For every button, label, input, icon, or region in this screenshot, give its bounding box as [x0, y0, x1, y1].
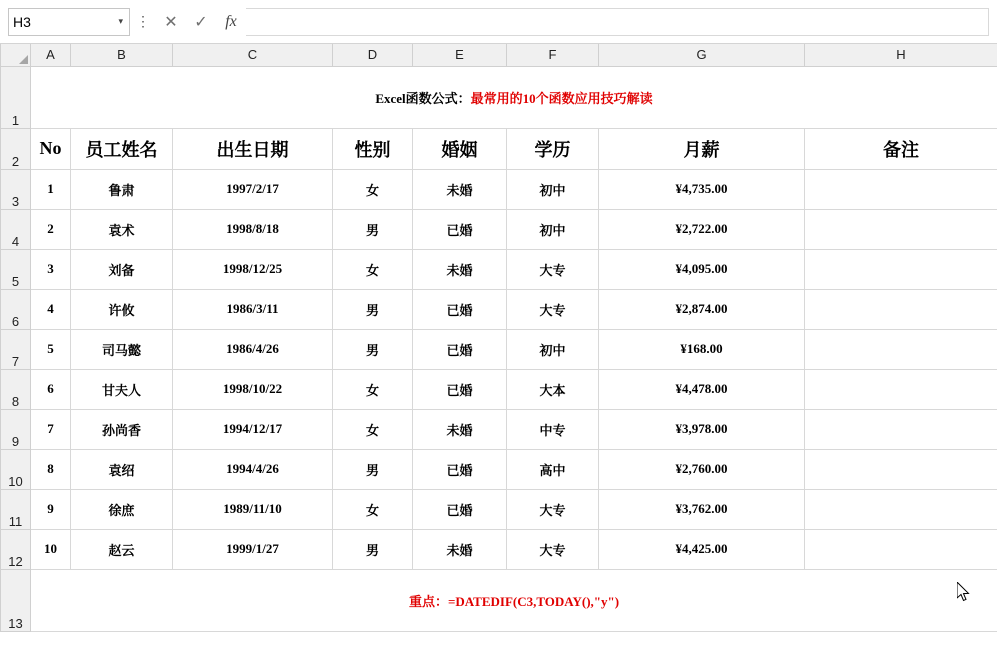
cell-marital[interactable]: 已婚 — [413, 449, 507, 489]
cell-education[interactable]: 中专 — [507, 409, 599, 449]
select-all-triangle-icon — [19, 55, 28, 64]
row-header-8[interactable]: 8 — [1, 369, 31, 409]
column-header-h[interactable]: H — [805, 44, 997, 66]
table-row — [1, 449, 997, 489]
cell-education[interactable]: 初中 — [507, 329, 599, 369]
cell-birthdate[interactable]: 1986/4/26 — [173, 329, 333, 369]
table-row — [1, 66, 997, 128]
cell-name[interactable]: 刘备 — [71, 249, 173, 289]
cell-remark[interactable] — [805, 369, 997, 409]
row-header-11[interactable]: 11 — [1, 489, 31, 529]
cell-birthdate[interactable]: 1999/1/27 — [173, 529, 333, 569]
column-header-a[interactable]: A — [31, 44, 71, 66]
cell-remark[interactable] — [805, 329, 997, 369]
more-options-icon[interactable]: ⋮ — [136, 13, 150, 29]
name-box[interactable] — [8, 8, 130, 36]
cell-gender[interactable]: 男 — [333, 329, 413, 369]
cell-birthdate[interactable]: 1998/10/22 — [173, 369, 333, 409]
confirm-formula-icon[interactable]: ✓ — [194, 13, 208, 31]
cell-education[interactable]: 大专 — [507, 529, 599, 569]
cell-remark[interactable] — [805, 249, 997, 289]
cell-no[interactable]: 1 — [31, 169, 71, 209]
cell-salary[interactable]: ¥4,478.00 — [599, 369, 805, 409]
cell-salary[interactable]: ¥2,722.00 — [599, 209, 805, 249]
cell-salary[interactable]: ¥4,095.00 — [599, 249, 805, 289]
cell-gender[interactable]: 女 — [333, 249, 413, 289]
formula-input[interactable] — [246, 8, 989, 36]
cell-remark[interactable] — [805, 529, 997, 569]
cell-gender[interactable]: 女 — [333, 169, 413, 209]
cell-gender[interactable]: 男 — [333, 449, 413, 489]
row-header-5[interactable]: 5 — [1, 249, 31, 289]
spreadsheet-grid[interactable] — [0, 44, 997, 652]
name-box-value: H3 — [13, 13, 31, 30]
cell-marital[interactable]: 已婚 — [413, 329, 507, 369]
cell-birthdate[interactable]: 1997/2/17 — [173, 169, 333, 209]
table-row — [1, 369, 997, 409]
cell-no[interactable]: 9 — [31, 489, 71, 529]
column-header-c[interactable]: C — [173, 44, 333, 66]
table-row — [1, 209, 997, 249]
title-banner-highlight: 最常用的10个函数应用技巧解读 — [470, 90, 653, 106]
column-header-f[interactable]: F — [507, 44, 599, 66]
cell-birthdate[interactable]: 1998/8/18 — [173, 209, 333, 249]
cell-education[interactable]: 大本 — [507, 369, 599, 409]
column-header-d[interactable]: D — [333, 44, 413, 66]
header-education[interactable]: 学历 — [507, 128, 599, 169]
cell-no[interactable]: 4 — [31, 289, 71, 329]
table-row — [1, 169, 997, 209]
cell-name[interactable]: 甘夫人 — [71, 369, 173, 409]
cell-education[interactable]: 高中 — [507, 449, 599, 489]
row-header-10[interactable]: 10 — [1, 449, 31, 489]
cell-name[interactable]: 司马懿 — [71, 329, 173, 369]
cell-gender[interactable]: 男 — [333, 529, 413, 569]
cell-remark[interactable] — [805, 209, 997, 249]
cell-birthdate[interactable]: 1998/12/25 — [173, 249, 333, 289]
row-header-1[interactable]: 1 — [1, 66, 31, 128]
table-row — [1, 249, 997, 289]
table-row — [1, 128, 997, 169]
cell-remark[interactable] — [805, 409, 997, 449]
cell-marital[interactable]: 已婚 — [413, 289, 507, 329]
cell-education[interactable]: 初中 — [507, 169, 599, 209]
row-header-2[interactable]: 2 — [1, 128, 31, 169]
row-header-6[interactable]: 6 — [1, 289, 31, 329]
title-banner — [31, 66, 997, 128]
cell-birthdate[interactable]: 1994/4/26 — [173, 449, 333, 489]
cell-name[interactable]: 袁术 — [71, 209, 173, 249]
cell-no[interactable]: 2 — [31, 209, 71, 249]
column-header-e[interactable]: E — [413, 44, 507, 66]
column-header-b[interactable]: B — [71, 44, 173, 66]
cell-name[interactable]: 许攸 — [71, 289, 173, 329]
cell-salary[interactable]: ¥168.00 — [599, 329, 805, 369]
cell-no[interactable]: 7 — [31, 409, 71, 449]
header-marital[interactable]: 婚姻 — [413, 128, 507, 169]
select-all-corner[interactable] — [1, 44, 31, 66]
cell-salary[interactable]: ¥4,735.00 — [599, 169, 805, 209]
cell-remark[interactable] — [805, 449, 997, 489]
cell-gender[interactable]: 男 — [333, 209, 413, 249]
row-header-7[interactable]: 7 — [1, 329, 31, 369]
cell-marital[interactable]: 已婚 — [413, 369, 507, 409]
header-no[interactable]: No — [31, 128, 71, 169]
row-header-4[interactable]: 4 — [1, 209, 31, 249]
cell-no[interactable]: 5 — [31, 329, 71, 369]
row-header-12[interactable]: 12 — [1, 529, 31, 569]
table-row — [1, 529, 997, 569]
cell-birthdate[interactable]: 1994/12/17 — [173, 409, 333, 449]
header-gender[interactable]: 性别 — [333, 128, 413, 169]
cell-gender[interactable]: 女 — [333, 409, 413, 449]
header-birthdate[interactable]: 出生日期 — [173, 128, 333, 169]
table-row — [1, 409, 997, 449]
cell-birthdate[interactable]: 1986/3/11 — [173, 289, 333, 329]
table-row — [1, 569, 997, 631]
cell-gender[interactable]: 女 — [333, 489, 413, 529]
footer-banner — [31, 569, 997, 631]
cell-salary[interactable]: ¥3,762.00 — [599, 489, 805, 529]
cell-marital[interactable]: 未婚 — [413, 409, 507, 449]
cell-name[interactable]: 孙尚香 — [71, 409, 173, 449]
cell-salary[interactable]: ¥2,760.00 — [599, 449, 805, 489]
row-header-13[interactable]: 13 — [1, 569, 31, 631]
chevron-down-icon[interactable]: ▾ — [118, 16, 123, 26]
header-name[interactable]: 员工姓名 — [71, 128, 173, 169]
cell-education[interactable]: 大专 — [507, 249, 599, 289]
row-header-3[interactable]: 3 — [1, 169, 31, 209]
cell-name[interactable]: 袁绍 — [71, 449, 173, 489]
cell-birthdate[interactable]: 1989/11/10 — [173, 489, 333, 529]
cell-education[interactable]: 大专 — [507, 289, 599, 329]
cell-marital[interactable]: 已婚 — [413, 489, 507, 529]
cell-no[interactable]: 3 — [31, 249, 71, 289]
title-banner-prefix: Excel函数公式： — [375, 90, 471, 106]
cell-education[interactable]: 初中 — [507, 209, 599, 249]
cell-name[interactable]: 赵云 — [71, 529, 173, 569]
cell-remark[interactable] — [805, 289, 997, 329]
column-header-g[interactable]: G — [599, 44, 805, 66]
cell-remark[interactable] — [805, 169, 997, 209]
cell-marital[interactable]: 未婚 — [413, 529, 507, 569]
sheet-table — [0, 44, 997, 632]
cell-gender[interactable]: 女 — [333, 369, 413, 409]
table-row — [1, 489, 997, 529]
cell-salary[interactable]: ¥2,874.00 — [599, 289, 805, 329]
table-row — [1, 329, 997, 369]
cell-salary[interactable]: ¥3,978.00 — [599, 409, 805, 449]
cell-no[interactable]: 6 — [31, 369, 71, 409]
footer-banner-formula: =DATEDIF(C3,TODAY(),"y") — [447, 593, 620, 609]
insert-function-icon[interactable]: fx — [225, 12, 237, 30]
cell-remark[interactable] — [805, 489, 997, 529]
cell-salary[interactable]: ¥4,425.00 — [599, 529, 805, 569]
cell-no[interactable]: 8 — [31, 449, 71, 489]
table-row — [1, 289, 997, 329]
header-salary[interactable]: 月薪 — [599, 128, 805, 169]
header-remark[interactable]: 备注 — [805, 128, 997, 169]
formula-bar — [0, 0, 997, 44]
cell-marital[interactable]: 未婚 — [413, 169, 507, 209]
cell-name[interactable]: 鲁肃 — [71, 169, 173, 209]
cell-education[interactable]: 大专 — [507, 489, 599, 529]
cell-marital[interactable]: 已婚 — [413, 209, 507, 249]
row-header-9[interactable]: 9 — [1, 409, 31, 449]
footer-banner-label: 重点： — [408, 593, 448, 609]
cell-gender[interactable]: 男 — [333, 289, 413, 329]
column-header-row — [1, 44, 997, 66]
cell-name[interactable]: 徐庶 — [71, 489, 173, 529]
cancel-formula-icon[interactable]: ✕ — [164, 13, 178, 31]
cell-no[interactable]: 10 — [31, 529, 71, 569]
cell-marital[interactable]: 未婚 — [413, 249, 507, 289]
